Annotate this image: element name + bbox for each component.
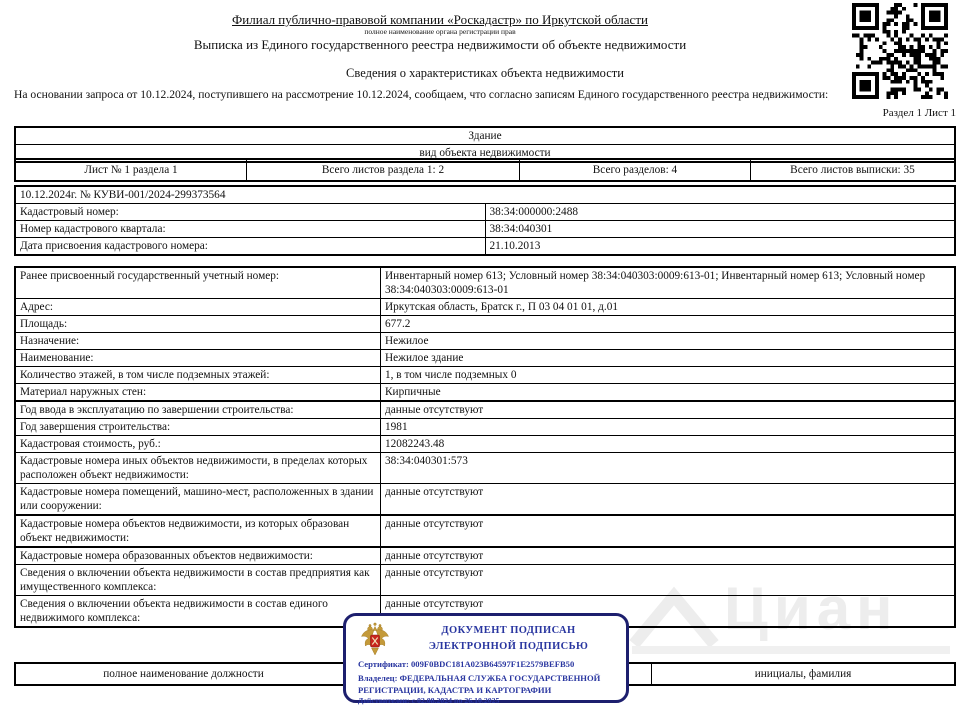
table-row — [15, 384, 955, 402]
watermark-text: Циан — [724, 575, 899, 642]
row-label: Кадастровый номер: — [15, 204, 485, 221]
row-label: Кадастровые номера помещений, машино-мест, расположенных в здании или сооружении: — [15, 484, 381, 516]
table-row — [15, 221, 955, 238]
table-row — [15, 316, 955, 333]
request-basis-line: На основании запроса от 10.12.2024, поступившего на рассмотрение 10.12.2024, сообщаем, что согласно записям Единого государственного реестра недвижимости: — [14, 88, 829, 101]
object-type-caption: вид объекта недвижимости — [15, 145, 955, 163]
row-value: Кирпичные — [381, 384, 956, 402]
sheet-info-cell: Всего листов раздела 1: 2 — [247, 159, 520, 181]
table-row — [15, 204, 955, 221]
table-row — [15, 267, 955, 299]
row-value: 677.2 — [381, 316, 956, 333]
stamp-title-line2: ЭЛЕКТРОННОЙ ПОДПИСЬЮ — [428, 641, 589, 652]
row-label: Кадастровые номера объектов недвижимости, из которых образован объект недвижимости: — [15, 515, 381, 547]
row-value: 12082243.48 — [381, 436, 956, 453]
row-label: Сведения о включении объекта недвижимости в состав единого недвижимого комплекса: — [15, 596, 381, 628]
coat-of-arms-icon — [359, 622, 391, 660]
table-row — [15, 299, 955, 316]
registration-authority-name — [0, 12, 880, 28]
row-value: Нежилое — [381, 333, 956, 350]
cadastral-table — [14, 185, 956, 256]
stamp-owner: Владелец: ФЕДЕРАЛЬНАЯ СЛУЖБА ГОСУДАРСТВЕННОЙ РЕГИСТРАЦИИ, КАДАСТРА И КАРТОГРАФИИ — [358, 673, 601, 695]
row-value: Нежилое здание — [381, 350, 956, 367]
section-sheet-label: Раздел 1 Лист 1 — [882, 107, 956, 119]
row-value: 1981 — [381, 419, 956, 436]
sheet-info-cell: Всего разделов: 4 — [520, 159, 751, 181]
section-title: Сведения о характеристиках объекта недвижимости — [346, 66, 624, 80]
row-value: данные отсутствуют — [381, 484, 956, 516]
row-label: Ранее присвоенный государственный учетный номер: — [15, 267, 381, 299]
row-label: Год ввода в эксплуатацию по завершении строительства: — [15, 401, 381, 419]
table-row — [15, 333, 955, 350]
table-row — [15, 401, 955, 419]
qr-code — [848, 3, 952, 99]
stamp-validity: Действителен: с 02.08.2024 по 26.10.2025 — [358, 696, 500, 705]
row-label: Площадь: — [15, 316, 381, 333]
authority-caption: полное наименование органа регистрации прав — [364, 27, 516, 36]
row-label: Дата присвоения кадастрового номера: — [15, 238, 485, 256]
row-label: Материал наружных стен: — [15, 384, 381, 402]
table-row — [15, 515, 955, 547]
row-label: Наименование: — [15, 350, 381, 367]
row-value: Иркутская область, Братск г., П 03 04 01 01, д.01 — [381, 299, 956, 316]
registration-authority-text: Филиал публично-правовой компании «Роскадастр» по Иркутской области — [232, 12, 648, 27]
sheet-info-table — [14, 158, 956, 182]
row-value: Инвентарный номер 613; Условный номер 38:34:040303:0009:613-01; Инвентарный номер 613; Условный номер 38:34:040303:0009:613-01 — [381, 267, 956, 299]
row-label: Год завершения строительства: — [15, 419, 381, 436]
row-label: Назначение: — [15, 333, 381, 350]
row-value: данные отсутствуют — [381, 565, 956, 596]
row-label: Количество этажей, в том числе подземных этажей: — [15, 367, 381, 384]
table-row — [15, 453, 955, 484]
table-row — [15, 350, 955, 367]
row-label: Кадастровая стоимость, руб.: — [15, 436, 381, 453]
digital-signature-stamp — [343, 613, 629, 703]
row-value: 38:34:040301 — [485, 221, 955, 238]
watermark-underline — [632, 646, 950, 654]
row-value: данные отсутствуют — [381, 596, 956, 628]
request-number: 10.12.2024г. № КУВИ-001/2024-299373564 — [15, 186, 955, 204]
row-label: Адрес: — [15, 299, 381, 316]
row-value: данные отсутствуют — [381, 547, 956, 565]
row-label: Кадастровые номера иных объектов недвижимости, в пределах которых расположен объект недвижимости: — [15, 453, 381, 484]
initials-surname-cell: инициалы, фамилия — [652, 663, 956, 685]
row-value: данные отсутствуют — [381, 515, 956, 547]
table-row — [15, 367, 955, 384]
table-row — [15, 484, 955, 516]
table-row — [15, 419, 955, 436]
row-value: данные отсутствуют — [381, 401, 956, 419]
table-row — [15, 238, 955, 256]
document-title: Выписка из Единого государственного реестра недвижимости об объекте недвижимости — [193, 37, 687, 52]
row-value: 1, в том числе подземных 0 — [381, 367, 956, 384]
stamp-certificate: Сертификат: 009F0BDC181A023B64597F1E2579BEFB50 — [358, 659, 575, 669]
row-label: Кадастровые номера образованных объектов недвижимости: — [15, 547, 381, 565]
characteristics-table — [14, 266, 956, 628]
object-type-value: Здание — [15, 127, 955, 145]
stamp-title-line1: ДОКУМЕНТ ПОДПИСАН — [441, 625, 576, 636]
sheet-info-cell: Всего листов выписки: 35 — [751, 159, 956, 181]
row-value: 38:34:000000:2488 — [485, 204, 955, 221]
position-name-cell: полное наименование должности — [15, 663, 352, 685]
row-value: 38:34:040301:573 — [381, 453, 956, 484]
table-row — [15, 565, 955, 596]
row-value: 21.10.2013 — [485, 238, 955, 256]
table-row — [15, 436, 955, 453]
table-row — [15, 547, 955, 565]
row-label: Номер кадастрового квартала: — [15, 221, 485, 238]
row-label: Сведения о включении объекта недвижимости в состав предприятия как имущественного комплекса: — [15, 565, 381, 596]
sheet-info-cell: Лист № 1 раздела 1 — [15, 159, 247, 181]
